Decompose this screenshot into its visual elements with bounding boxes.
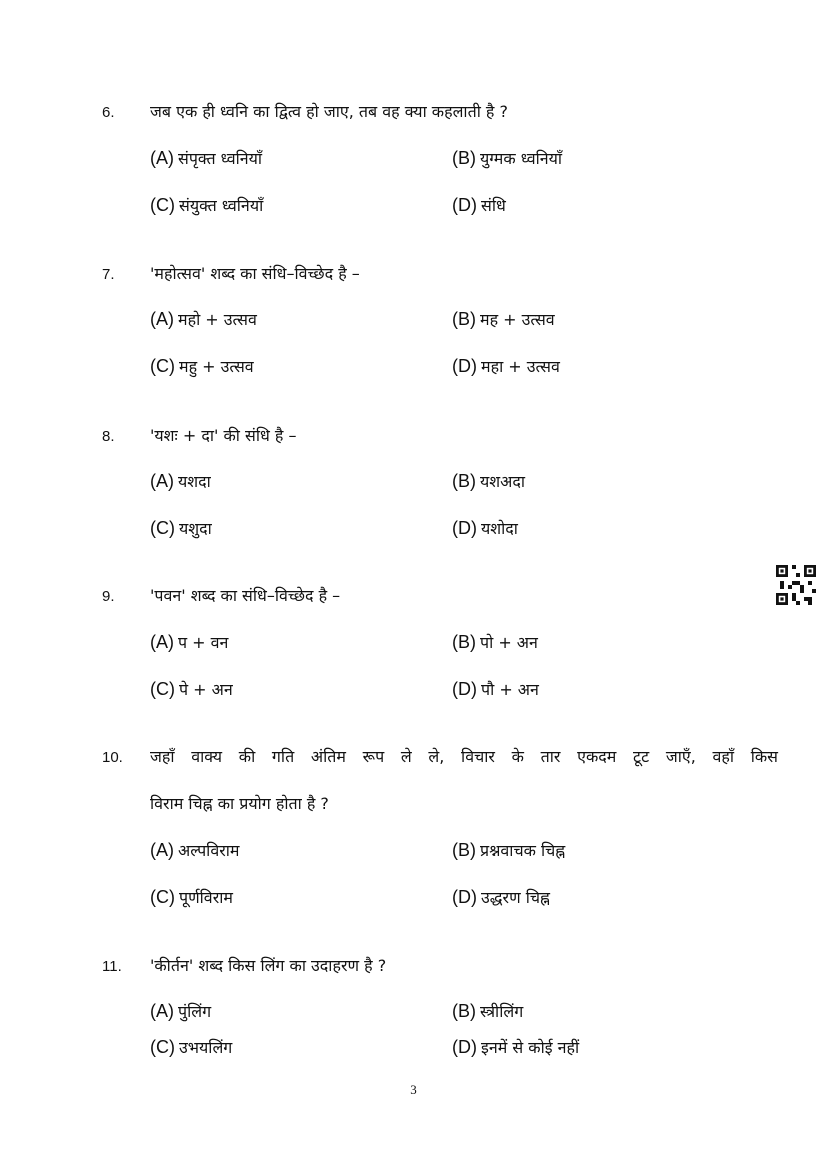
option-b (452, 631, 538, 653)
option-b (452, 470, 525, 492)
option-label: (C) (150, 887, 175, 907)
question-text: 'कीर्तन' शब्द किस लिंग का उदाहरण है ? (150, 956, 387, 975)
option-a (150, 1000, 211, 1022)
option-text: पुंलिंग (178, 1002, 212, 1021)
option-label: (A) (150, 1001, 174, 1021)
option-text: महो + उत्सव (178, 310, 257, 329)
option-c (150, 886, 233, 908)
question-text-line-1: जहाँ वाक्य की गति अंतिम रूप ले ले, विचार के तार एकदम टूट जाएँ, वहाँ किस (150, 747, 778, 766)
option-text: पे + अन (179, 680, 233, 699)
question-number: 7. (102, 266, 115, 283)
option-label: (A) (150, 471, 174, 491)
option-a (150, 631, 228, 653)
option-b (452, 147, 562, 169)
option-text: यशुदा (179, 519, 212, 538)
option-d (452, 1036, 579, 1058)
option-text: यशदा (178, 472, 211, 491)
option-label: (C) (150, 195, 175, 215)
option-text: इनमें से कोई नहीं (481, 1038, 580, 1057)
question-text: 'महोत्सव' शब्द का संधि–विच्छेद है – (150, 264, 360, 283)
option-a (150, 308, 257, 330)
option-label: (D) (452, 518, 477, 538)
option-text: प + वन (178, 633, 229, 652)
option-label: (D) (452, 679, 477, 699)
option-label: (D) (452, 1037, 477, 1057)
option-c (150, 1036, 232, 1058)
option-label: (B) (452, 309, 476, 329)
question-number: 11. (102, 958, 122, 975)
option-label: (C) (150, 1037, 175, 1057)
option-a (150, 147, 262, 169)
option-b (452, 1000, 523, 1022)
option-label: (B) (452, 840, 476, 860)
question-text: जब एक ही ध्वनि का द्वित्व हो जाए, तब वह क्या कहलाती है ? (150, 102, 508, 121)
option-label: (A) (150, 309, 174, 329)
option-text: युग्मक ध्वनियाँ (480, 149, 563, 168)
option-text: उद्धरण चिह्न (481, 888, 551, 907)
option-label: (C) (150, 518, 175, 538)
option-label: (D) (452, 195, 477, 215)
question-number: 6. (102, 104, 115, 121)
option-text: महु + उत्सव (179, 357, 254, 376)
option-text: महा + उत्सव (481, 357, 560, 376)
page-number: 3 (410, 1082, 417, 1097)
option-label: (B) (452, 1001, 476, 1021)
question-number: 10. (102, 749, 123, 766)
option-label: (B) (452, 471, 476, 491)
question-number: 9. (102, 588, 115, 605)
option-d (452, 517, 518, 539)
question-text-line-2: विराम चिह्न का प्रयोग होता है ? (150, 794, 329, 813)
question-text: 'यशः + दा' की संधि है – (150, 426, 297, 445)
option-c (150, 678, 233, 700)
option-a (150, 839, 239, 861)
option-label: (D) (452, 887, 477, 907)
option-label: (A) (150, 148, 174, 168)
option-d (452, 194, 506, 216)
option-label: (A) (150, 632, 174, 652)
option-text: संयुक्त ध्वनियाँ (179, 196, 264, 215)
option-b (452, 308, 555, 330)
option-b (452, 839, 565, 861)
option-text: यशअदा (480, 472, 526, 491)
option-d (452, 678, 539, 700)
option-text: पौ + अन (481, 680, 539, 699)
option-label: (D) (452, 356, 477, 376)
option-text: स्त्रीलिंग (480, 1002, 524, 1021)
option-label: (C) (150, 679, 175, 699)
qr-code-icon (776, 565, 816, 605)
option-a (150, 470, 211, 492)
question-number: 8. (102, 428, 115, 445)
option-c (150, 194, 263, 216)
option-text: उभयलिंग (179, 1038, 233, 1057)
option-label: (A) (150, 840, 174, 860)
option-label: (B) (452, 632, 476, 652)
option-text: पूर्णविराम (179, 888, 233, 907)
option-text: संधि (481, 196, 506, 215)
option-text: यशोदा (481, 519, 518, 538)
option-text: मह + उत्सव (480, 310, 555, 329)
option-d (452, 886, 550, 908)
question-text: 'पवन' शब्द का संधि–विच्छेद है – (150, 586, 341, 605)
option-text: संपृक्त ध्वनियाँ (178, 149, 263, 168)
option-label: (C) (150, 356, 175, 376)
option-c (150, 517, 212, 539)
option-text: अल्पविराम (178, 841, 240, 860)
option-text: प्रश्नवाचक चिह्न (480, 841, 566, 860)
option-label: (B) (452, 148, 476, 168)
option-text: पो + अन (480, 633, 538, 652)
option-c (150, 355, 254, 377)
option-d (452, 355, 560, 377)
